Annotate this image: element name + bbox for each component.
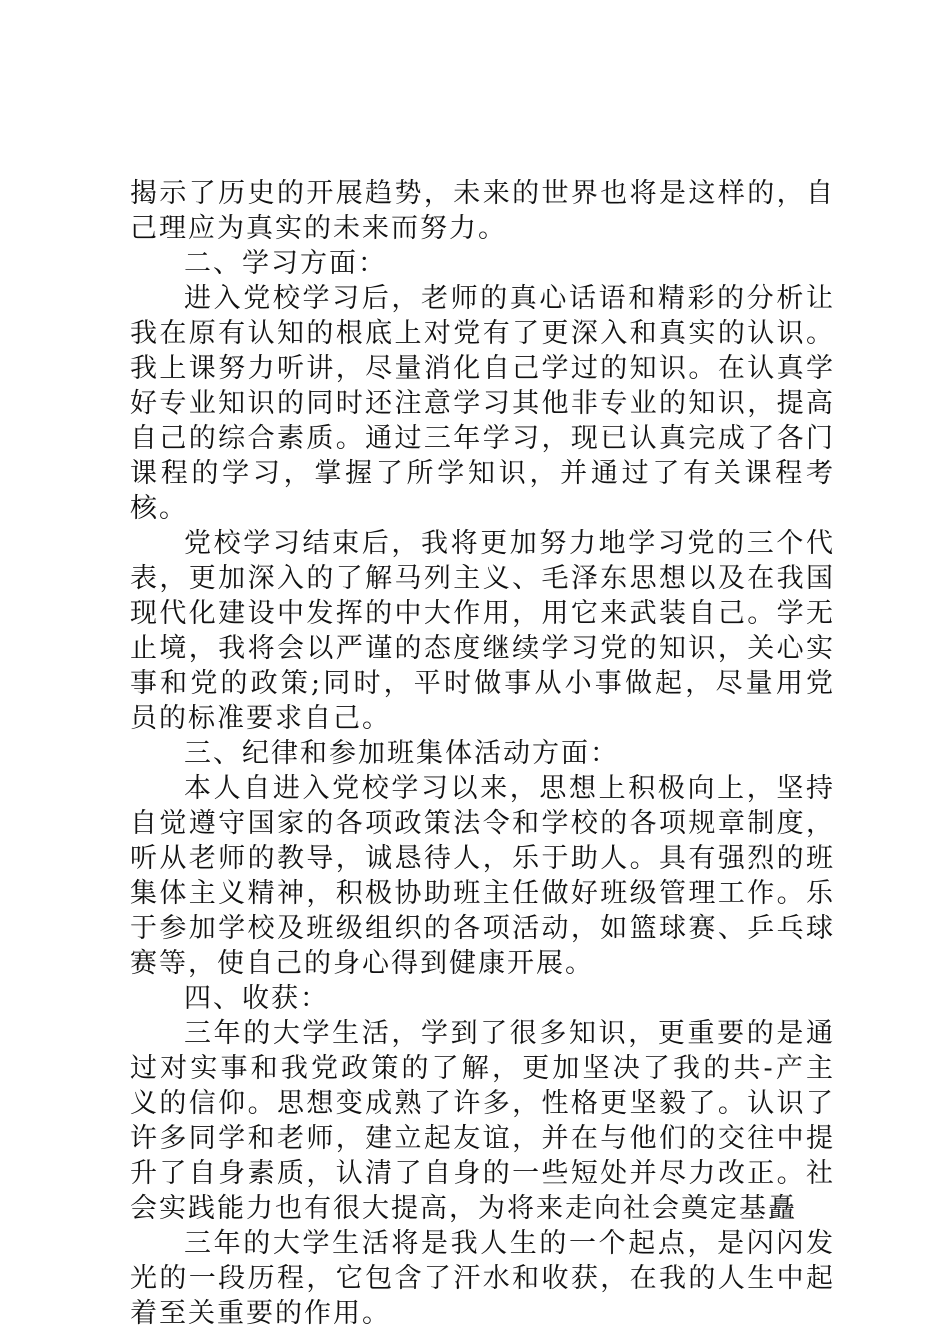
paragraph-discipline: 本人自进入党校学习以来，思想上积极向上，坚持自觉遵守国家的各项政策法令和学校的各项规章制度，听从老师的教导，诚恳待人，乐于助人。具有强烈的班集体主义精神，积极协助班主任做好班级管理工作。乐于参加学校及班级组织的各项活动，如篮球赛、乒乓球赛等，使自己的身心得到健康开展。	[130, 773, 835, 979]
document-body	[130, 176, 835, 1331]
section-heading-discipline: 三、纪律和参加班集体活动方面：	[184, 738, 619, 769]
continuation-paragraph: 揭示了历史的开展趋势，未来的世界也将是这样的，自己理应为真实的未来而努力。	[130, 178, 835, 244]
paragraph-study-2: 党校学习结束后，我将更加努力地学习党的三个代表，更加深入的了解马列主义、毛泽东思想以及在我国现代化建设中发挥的中大作用，用它来武装自己。学无止境，我将会以严谨的态度继续学习党的知识，关心实事和党的政策;同时，平时做事从小事做起，尽量用党员的标准要求自己。	[130, 528, 835, 734]
paragraph-study-1: 进入党校学习后，老师的真心话语和精彩的分析让我在原有认知的根底上对党有了更深入和真实的认识。我上课努力听讲，尽量消化自己学过的知识。在认真学好专业知识的同时还注意学习其他非专业的知识，提高自己的综合素质。通过三年学习，现已认真完成了各门课程的学习，掌握了所学知识，并通过了有关课程考核。	[130, 283, 835, 524]
paragraph-conclusion: 三年的大学生活将是我人生的一个起点，是闪闪发光的一段历程，它包含了汗水和收获，在我的人生中起着至关重要的作用。	[130, 1228, 835, 1329]
section-heading-study: 二、学习方面：	[184, 248, 387, 279]
paragraph-gains: 三年的大学生活，学到了很多知识，更重要的是通过对实事和我党政策的了解，更加坚决了我的共-产主义的信仰。思想变成熟了许多，性格更坚毅了。认识了许多同学和老师，建立起友谊，并在与他们的交往中提升了自身素质，认清了自身的一些短处并尽力改正。社会实践能力也有很大提高，为将来走向社会奠定基矗	[130, 1018, 835, 1224]
section-heading-gains: 四、收获：	[184, 983, 329, 1014]
